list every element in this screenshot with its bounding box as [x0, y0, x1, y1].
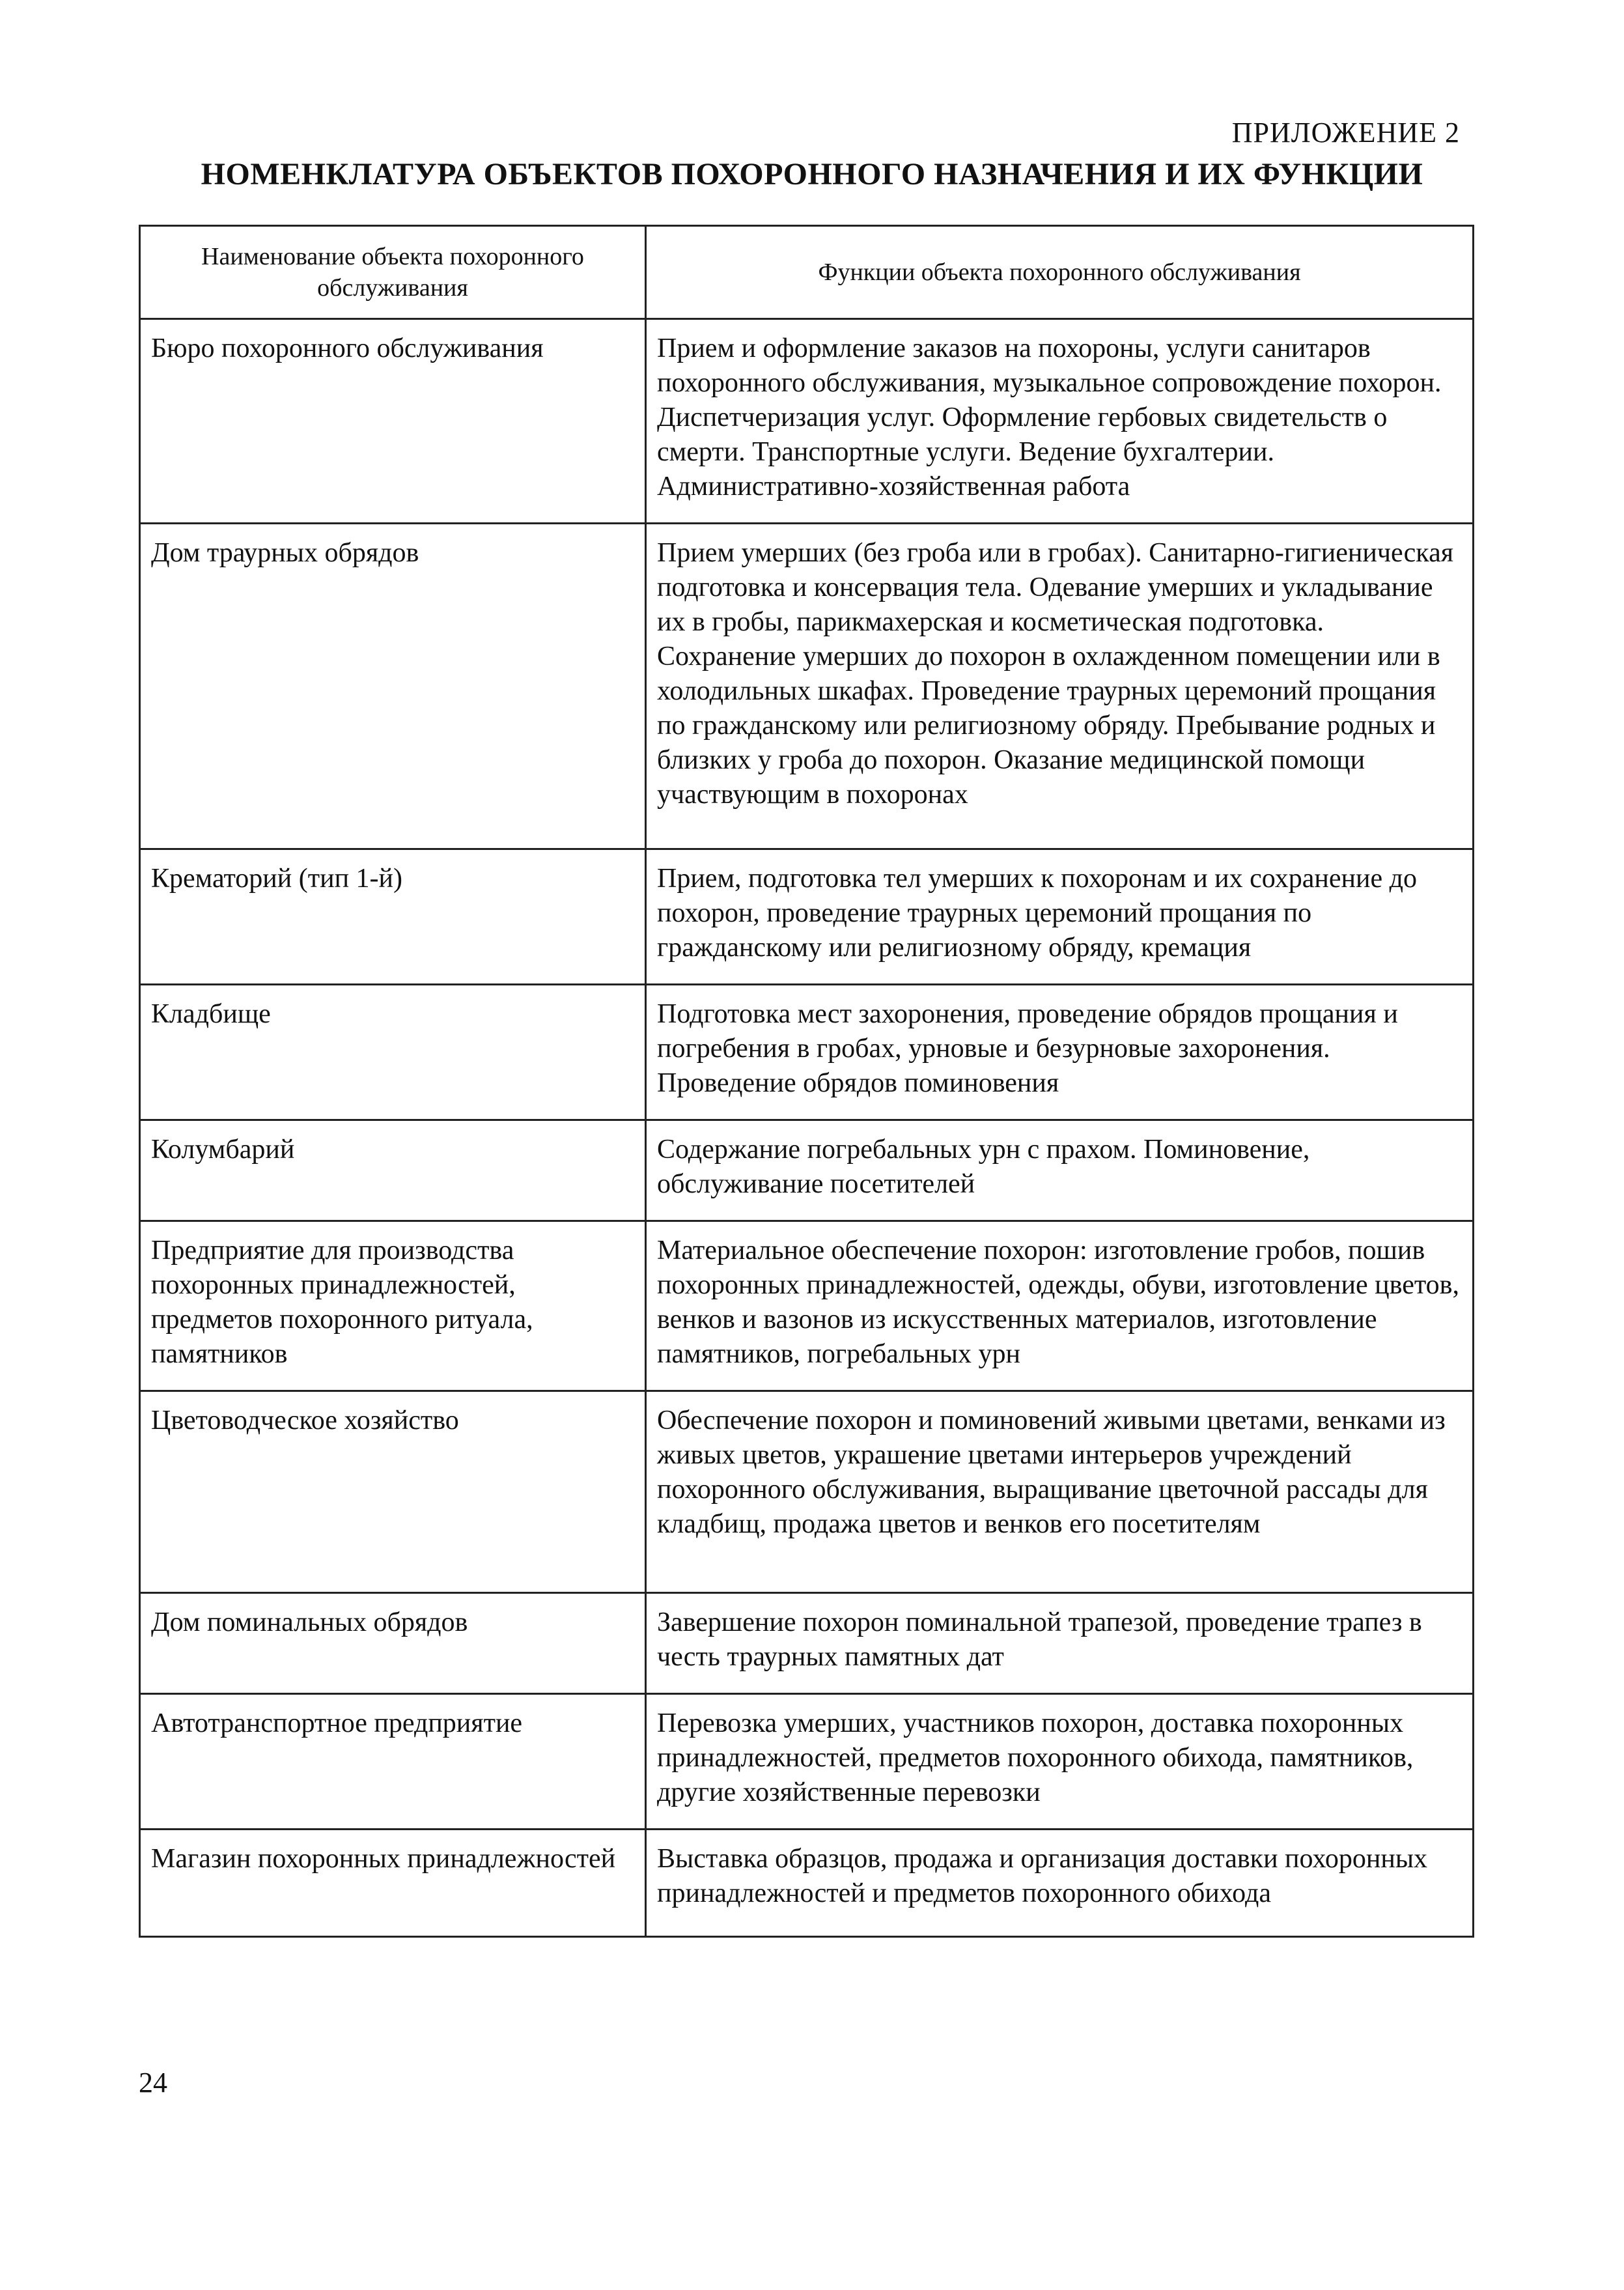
table-row: [140, 319, 1474, 524]
appendix-label: ПРИЛОЖЕНИЕ 2: [1231, 117, 1460, 148]
table-row: [140, 1593, 1474, 1694]
object-functions-cell: Прием и оформление заказов на похороны, услуги санитаров похоронного обслуживания, музыкальное сопровождение похорон. Диспетчеризация услуг. Оформление гербовых свидетельств о смерти. Транспортные услуги. Ведение бухгалтерии. Административно-хозяйственная работа: [646, 319, 1474, 524]
table-row: [140, 1694, 1474, 1830]
page-title: НОМЕНКЛАТУРА ОБЪЕКТОВ ПОХОРОННОГО НАЗНАЧЕНИЯ И ИХ ФУНКЦИИ: [201, 157, 1423, 191]
page-number: 24: [139, 2067, 167, 2099]
object-name-cell: Крематорий (тип 1-й): [140, 849, 646, 985]
column-header-name: Наименование объекта похоронного обслуживания: [140, 226, 646, 319]
table-row: [140, 1120, 1474, 1221]
table-header-row: [140, 226, 1474, 319]
table-row: [140, 524, 1474, 849]
object-name-cell: Цветоводческое хозяйство: [140, 1391, 646, 1593]
table-row: [140, 1830, 1474, 1937]
object-functions-cell: Выставка образцов, продажа и организация доставки похоронных принадлежностей и предметов похоронного обихода: [646, 1830, 1474, 1937]
object-functions-cell: Обеспечение похорон и поминовений живыми цветами, венками из живых цветов, украшение цветами интерьеров учреждений похоронного обслуживания, выращивание цветочной рассады для кладбищ, продажа цветов и венков его посетителям: [646, 1391, 1474, 1593]
object-functions-cell: Прием умерших (без гроба или в гробах). Санитарно-гигиеническая подготовка и консервация тела. Одевание умерших и укладывание их в гробы, парикмахерская и косметическая подготовка. Сохранение умерших до похорон в охлажденном помещении или в холодильных шкафах. Проведение траурных церемоний прощания по гражданскому или религиозному обряду. Пребывание родных и близких у гроба до похорон. Оказание медицинской помощи участвующим в похоронах: [646, 524, 1474, 849]
object-name-cell: Бюро похоронного обслуживания: [140, 319, 646, 524]
object-functions-cell: Прием, подготовка тел умерших к похоронам и их сохранение до похорон, проведение траурных церемоний прощания по гражданскому или религиозному обряду, кремация: [646, 849, 1474, 985]
object-functions-cell: Содержание погребальных урн с прахом. Поминовение, обслуживание посетителей: [646, 1120, 1474, 1221]
object-name-cell: Колумбарий: [140, 1120, 646, 1221]
column-header-functions: Функции объекта похоронного обслуживания: [646, 226, 1474, 319]
object-name-cell: Предприятие для производства похоронных принадлежностей, предметов похоронного ритуала, памятников: [140, 1221, 646, 1391]
table-row: [140, 1221, 1474, 1391]
object-functions-cell: Подготовка мест захоронения, проведение обрядов прощания и погребения в гробах, урновые и безурновые захоронения. Проведение обрядов поминовения: [646, 985, 1474, 1120]
object-name-cell: Дом траурных обрядов: [140, 524, 646, 849]
table-row: [140, 985, 1474, 1120]
table-row: [140, 849, 1474, 985]
object-name-cell: Магазин похоронных принадлежностей: [140, 1830, 646, 1937]
object-name-cell: Автотранспортное предприятие: [140, 1694, 646, 1830]
object-functions-cell: Завершение похорон поминальной трапезой, проведение трапез в честь траурных памятных дат: [646, 1593, 1474, 1694]
nomenclature-table: [139, 225, 1474, 1938]
object-functions-cell: Перевозка умерших, участников похорон, доставка похоронных принадлежностей, предметов похоронного обихода, памятников, другие хозяйственные перевозки: [646, 1694, 1474, 1830]
object-name-cell: Кладбище: [140, 985, 646, 1120]
table-row: [140, 1391, 1474, 1593]
object-name-cell: Дом поминальных обрядов: [140, 1593, 646, 1694]
object-functions-cell: Материальное обеспечение похорон: изготовление гробов, пошив похоронных принадлежностей, одежды, обуви, изготовление цветов, венков и вазонов из искусственных материалов, изготовление памятников, погребальных урн: [646, 1221, 1474, 1391]
